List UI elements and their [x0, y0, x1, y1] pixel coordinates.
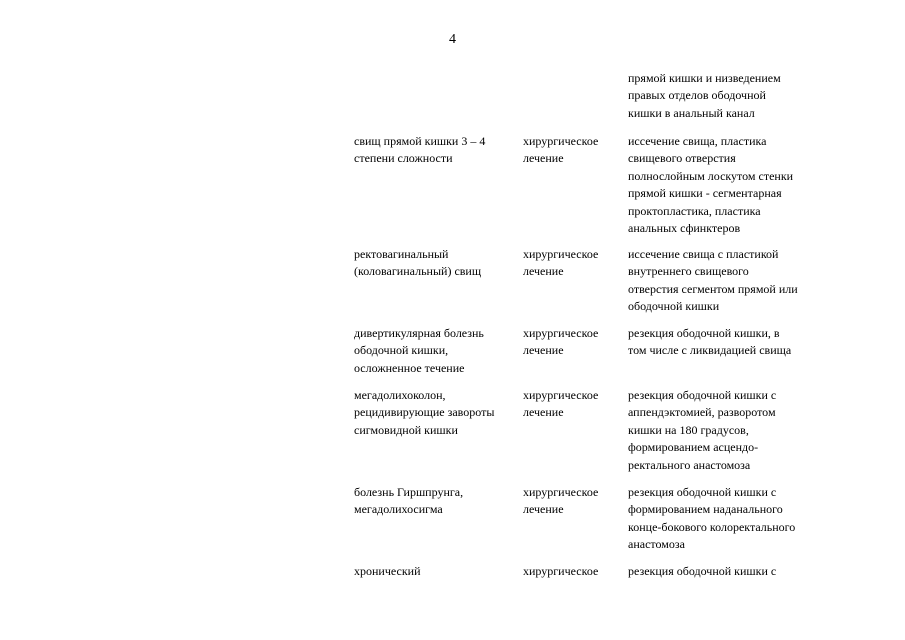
text-line: резекция ободочной кишки с	[628, 485, 777, 499]
text-line: дивертикулярная болезнь	[354, 326, 484, 340]
text-line: болезнь Гиршпрунга,	[354, 485, 464, 499]
text-line: хирургическое	[523, 388, 599, 402]
text-line: иссечение свища, пластика	[628, 134, 767, 148]
disease-cell	[354, 387, 494, 439]
text-line: том числе с ликвидацией свища	[628, 343, 792, 358]
text-line: хирургическое	[523, 485, 599, 499]
text-line: резекция ободочной кишки, в	[628, 326, 780, 340]
text-line: кишки в анальный канал	[628, 105, 755, 120]
text-line: рецидивирующие завороты	[354, 405, 495, 420]
method-cell	[628, 484, 795, 554]
method-cell	[628, 387, 776, 474]
disease-cell	[354, 133, 485, 168]
text-line: резекция ободочной кишки с	[628, 388, 777, 402]
text-line: иссечение свища с пластикой	[628, 247, 779, 261]
treatment-type-cell	[523, 563, 598, 580]
text-line: хирургическое	[523, 326, 599, 340]
text-line: полнослойным лоскутом стенки	[628, 168, 794, 183]
method-cell	[628, 563, 776, 580]
text-line: хирургическое	[523, 247, 599, 261]
text-line: лечение	[523, 343, 564, 358]
treatment-type-cell	[523, 133, 598, 168]
text-line: ободочной кишки,	[354, 343, 449, 358]
text-line: сигмовидной кишки	[354, 422, 458, 437]
text-line: мегадолихосигма	[354, 502, 443, 517]
text-line: ободочной кишки	[628, 299, 720, 314]
text-line: хронический	[354, 564, 421, 578]
text-line: лечение	[523, 264, 564, 279]
text-line: аппендэктомией, разворотом	[628, 405, 776, 420]
disease-cell	[354, 325, 484, 377]
disease-cell	[354, 563, 421, 580]
text-line: правых отделов ободочной	[628, 88, 766, 103]
text-line: лечение	[523, 405, 564, 420]
text-line: прямой кишки - сегментарная	[628, 186, 782, 201]
text-line: отверстия сегментом прямой или	[628, 281, 798, 296]
text-line: внутреннего свищевого	[628, 264, 749, 279]
disease-cell	[354, 484, 463, 519]
text-line: кишки на 180 градусов,	[628, 422, 749, 437]
disease-cell	[354, 246, 481, 281]
text-line: мегадолихоколон,	[354, 388, 446, 402]
text-line: ректовагинальный	[354, 247, 449, 261]
text-line: анастомоза	[628, 537, 685, 552]
method-cell	[628, 246, 798, 316]
text-line: (коловагинальный) свищ	[354, 264, 482, 279]
text-line: хирургическое	[523, 564, 599, 578]
text-line: хирургическое	[523, 134, 599, 148]
text-line: конце-бокового колоректального	[628, 519, 796, 534]
text-line: свищ прямой кишки 3 – 4	[354, 134, 486, 148]
method-cell	[628, 325, 791, 360]
page-number: 4	[449, 32, 456, 47]
text-line: осложненное течение	[354, 360, 465, 375]
treatment-type-cell	[523, 246, 598, 281]
continuation-method-cell	[628, 70, 781, 122]
treatment-type-cell	[523, 325, 598, 360]
text-line: лечение	[523, 151, 564, 166]
treatment-type-cell	[523, 387, 598, 422]
treatment-type-cell	[523, 484, 598, 519]
text-line: прямой кишки и низведением	[628, 71, 781, 85]
method-cell	[628, 133, 793, 237]
text-line: формированием наданального	[628, 502, 783, 517]
text-line: резекция ободочной кишки с	[628, 564, 777, 578]
text-line: проктопластика, пластика	[628, 203, 761, 218]
text-line: анальных сфинктеров	[628, 221, 741, 236]
text-line: степени сложности	[354, 151, 453, 166]
text-line: лечение	[523, 502, 564, 517]
text-line: свищевого отверстия	[628, 151, 736, 166]
text-line: ректального анастомоза	[628, 457, 751, 472]
text-line: формированием асцендо-	[628, 440, 759, 455]
